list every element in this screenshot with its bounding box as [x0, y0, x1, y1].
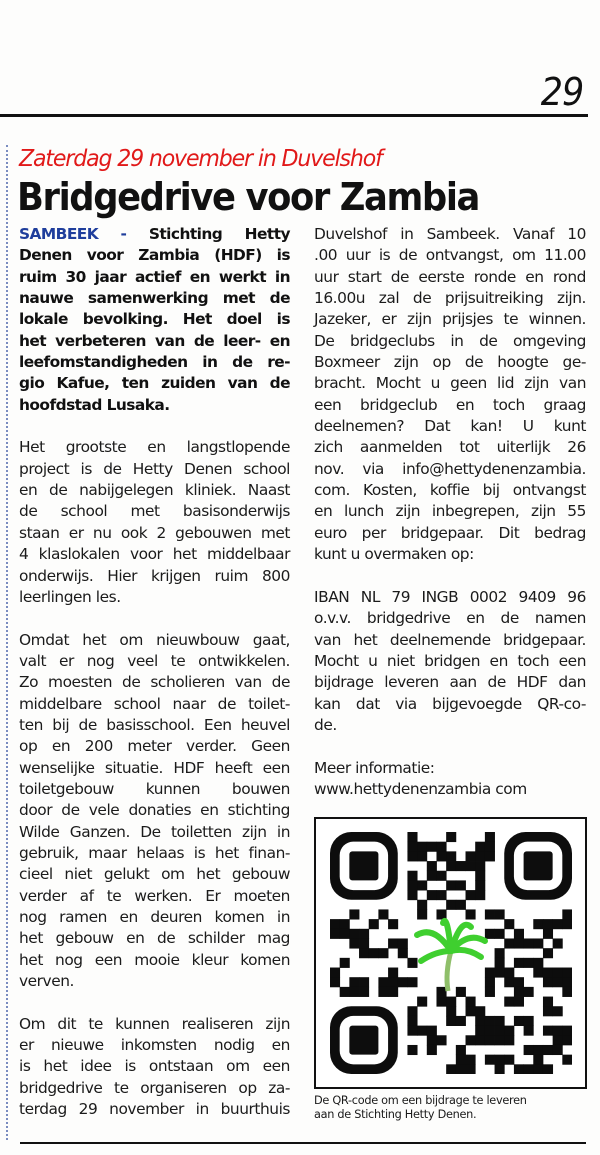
text-line: kan dat via bijgevoegde QR-co-	[314, 694, 586, 713]
paragraph-toilets	[19, 630, 290, 993]
qr-code-box[interactable]	[314, 817, 587, 1089]
text-line: .00 uur is de ontvangst, om 11.00	[314, 246, 586, 265]
text-line: 4 klaslokalen voor het middelbaar	[19, 545, 290, 564]
paragraph-gap	[19, 992, 290, 1013]
text-line: verven.	[19, 972, 74, 991]
top-rule	[0, 114, 588, 117]
dotted-border	[6, 145, 8, 1140]
paragraph-gap	[314, 566, 586, 587]
page-number: 29	[540, 70, 583, 114]
text-line: staan er nu ook 2 gebouwen met	[19, 523, 290, 542]
text-line: het nog een mooie kleur komen	[19, 950, 290, 969]
text-line: Zo moesten de scholieren van de	[19, 673, 290, 692]
qr-caption-line: aan de Stichting Hetty Denen.	[314, 1108, 477, 1121]
text-line: gio Kafue, ten zuiden van de	[19, 374, 290, 393]
text-line: bridgedrive te organiseren op za-	[19, 1078, 290, 1097]
text-line: is het idee is ontstaan om een	[19, 1057, 290, 1076]
text-line: project is de Hetty Denen school	[19, 459, 290, 478]
text-line: nauwe samenwerking met de	[19, 289, 290, 308]
text-line: leerlingen les.	[19, 587, 121, 606]
text-line: o.v.v. bridgedrive en de namen	[314, 609, 586, 628]
dateline: SAMBEEK -	[19, 225, 127, 243]
text-line: de.	[314, 715, 337, 734]
article-kicker: Zaterdag 29 november in Duvelshof	[19, 146, 382, 172]
text-line: Boxmeer zijn op de hoogte ge-	[314, 353, 586, 372]
palm-tree-icon	[417, 921, 485, 991]
text-line: Om dit te kunnen realiseren zijn	[19, 1014, 290, 1033]
text-line: bijdrage leveren aan de HDF dan	[314, 673, 586, 692]
text-line: de school met basisonderwijs	[19, 502, 290, 521]
text-line: SAMBEEK - Stichting Hetty	[19, 225, 291, 243]
text-line: Meer informatie:	[314, 758, 435, 777]
text-line: van het deelnemende bridgepaar.	[314, 630, 586, 649]
paragraph-payment	[314, 587, 586, 736]
paragraph-gap	[19, 416, 290, 437]
text-line: middelbare school naar de toilet-	[19, 694, 290, 713]
text-line: onderwijs. Hier krijgen ruim 800	[19, 566, 290, 585]
text-line: en lunch zijn inbegrepen, zijn 55	[314, 502, 586, 521]
text-line: nog ramen en deuren komen in	[19, 908, 290, 926]
text-line: lokale bevolking. Het doel is	[19, 310, 290, 329]
text-line: ten bij de basisschool. Een heuvel	[19, 715, 290, 734]
bottom-rule	[20, 1142, 586, 1144]
paragraph-schedule	[314, 224, 586, 566]
lead-paragraph	[19, 224, 290, 416]
text-line: 16.00u zal de prijsuitreiking zijn.	[314, 289, 586, 308]
text-line: leefomstandigheden in de re-	[19, 353, 290, 372]
text-line: www.hettydenenzambia com	[314, 779, 527, 798]
text-line: nov. via info@hettydenenzambia.	[314, 459, 586, 478]
text-line: Mocht u niet bridgen en toch een	[314, 651, 586, 670]
paragraph-project	[19, 437, 290, 608]
text-line: bracht. Mocht u geen lid zijn van	[314, 374, 586, 393]
qr-code[interactable]	[330, 832, 572, 1074]
text-line: er nieuwe inkomsten nodig en	[19, 1036, 290, 1055]
left-column	[19, 224, 290, 1120]
text-line: IBAN NL 79 INGB 0002 9409 96	[314, 587, 586, 606]
text-line: gebruik, maar helaas is het finan-	[19, 843, 290, 862]
text-line: Het grootste en langstlopende	[19, 438, 290, 457]
paragraph-gap	[314, 736, 586, 757]
text-line: ruim 30 jaar actief en werkt in	[19, 267, 290, 286]
text-line: wenselijke situatie. HDF heeft een	[19, 758, 290, 777]
qr-caption-line: De QR-code om een bijdrage te leveren	[314, 1094, 527, 1107]
right-column	[314, 224, 586, 800]
paragraph-more-info	[314, 758, 586, 801]
text-line: Wilde Ganzen. De toiletten zijn in	[19, 822, 290, 841]
text-line: terdag 29 november in buurthuis	[19, 1100, 290, 1119]
text-line: het verbeteren van de leer- en	[19, 331, 290, 350]
text-line: toiletgebouw kunnen bouwen	[19, 779, 290, 798]
text-line: verder af te werken. Er moeten	[19, 886, 290, 905]
paragraph-gap	[19, 608, 290, 629]
paragraph-bridgedrive	[19, 1014, 290, 1121]
text-line: Duvelshof in Sambeek. Vanaf 10	[314, 225, 586, 243]
text-line: een bridgeclub en toch graag	[314, 395, 586, 414]
text-line: valt er nog veel te ontwikkelen.	[19, 651, 290, 670]
text-line: en de nabijgelegen kliniek. Naast	[19, 481, 290, 500]
text-line: Jazeker, er zijn prijsjes te winnen.	[314, 310, 586, 329]
text-line: com. Kosten, koffie bij ontvangst	[314, 481, 586, 500]
text-line: uur start de eerste ronde en rond	[314, 267, 586, 286]
qr-caption	[314, 1094, 594, 1122]
article-headline: Bridgedrive voor Zambia	[17, 175, 479, 219]
text-line: Omdat het om nieuwbouw gaat,	[19, 630, 290, 649]
text-line: het gebouw en de schilder mag	[19, 929, 290, 948]
text-line: De bridgeclubs in de omgeving	[314, 331, 586, 350]
text-line: deelnemen? Dat kan! U kunt	[314, 417, 586, 436]
text-line: Denen voor Zambia (HDF) is	[19, 246, 290, 265]
text-line: op en 200 meter verder. Geen	[19, 737, 290, 756]
text-line: hoofdstad Lusaka.	[19, 395, 170, 414]
text-line: door de vele donaties en stichting	[19, 801, 290, 820]
text-line: zich aanmelden tot uiterlijk 26	[314, 438, 586, 457]
text-line: cieel niet gelukt om het gebouw	[19, 865, 290, 884]
text-line: kunt u overmaken op:	[314, 545, 474, 564]
text-line: euro per bridgepaar. Dit bedrag	[314, 523, 586, 542]
